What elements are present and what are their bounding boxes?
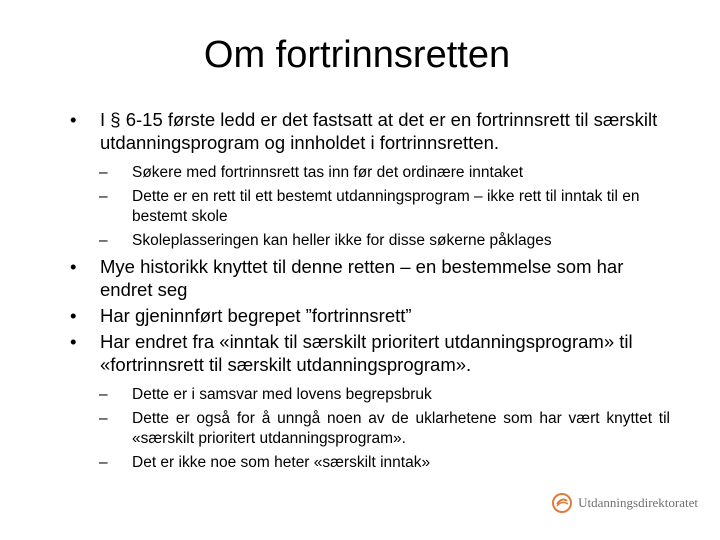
sub-bullet-item	[70, 385, 670, 405]
bullet-marker: •	[70, 331, 77, 352]
bullet-item	[70, 108, 670, 154]
utdanningsdirektoratet-logo-icon	[551, 492, 573, 514]
sub-bullet-text: Søkere med fortrinnsrett tas inn før det ordinære inntaket	[132, 164, 524, 181]
sub-bullet-item	[70, 409, 670, 449]
sub-bullet-item	[70, 231, 670, 251]
dash-marker: –	[99, 164, 108, 181]
logo	[551, 492, 698, 514]
sub-bullet-text: Dette er også for å unngå noen av de uklarhetene som har vært knyttet til «særskilt prioritert utdanningsprogram».	[132, 410, 670, 447]
bullet-item	[70, 330, 670, 376]
dash-marker: –	[99, 386, 108, 403]
bullet-list	[70, 108, 670, 477]
sub-bullet-item	[70, 187, 670, 227]
bullet-text: Har endret fra «inntak til særskilt prioritert utdanningsprogram» til «fortrinnsrett til særskilt utdanningsprogram».	[100, 331, 633, 375]
sub-list	[70, 385, 670, 473]
bullet-text: Mye historikk knyttet til denne retten – en bestemmelse som har endret seg	[100, 256, 624, 300]
dash-marker: –	[99, 188, 108, 205]
sub-bullet-item	[70, 453, 670, 473]
bullet-item	[70, 255, 670, 301]
bullet-marker: •	[70, 109, 77, 130]
sub-bullet-text: Dette er i samsvar med lovens begrepsbruk	[132, 386, 432, 403]
sub-bullet-item	[70, 163, 670, 183]
slide-title: Om fortrinnsretten	[203, 34, 511, 76]
sub-bullet-text: Skoleplasseringen kan heller ikke for disse søkerne påklages	[132, 232, 552, 249]
sub-bullet-text: Dette er en rett til ett bestemt utdanningsprogram – ikke rett til inntak til en bestemt skole	[132, 188, 640, 225]
bullet-marker: •	[70, 256, 77, 277]
bullet-text: I § 6-15 første ledd er det fastsatt at det er en fortrinnsrett til særskilt utdanningsprogram og innholdet i fortrinnsretten.	[100, 109, 658, 153]
dash-marker: –	[99, 454, 108, 471]
sub-list	[70, 163, 670, 251]
bullet-text: Har gjeninnført begrepet ”fortrinnsrett”	[100, 305, 412, 326]
logo-text: Utdanningsdirektoratet	[578, 495, 698, 510]
dash-marker: –	[99, 232, 108, 249]
bullet-item	[70, 304, 670, 327]
bullet-marker: •	[70, 305, 77, 326]
dash-marker: –	[99, 410, 108, 427]
sub-bullet-text: Det er ikke noe som heter «særskilt inntak»	[132, 454, 431, 471]
